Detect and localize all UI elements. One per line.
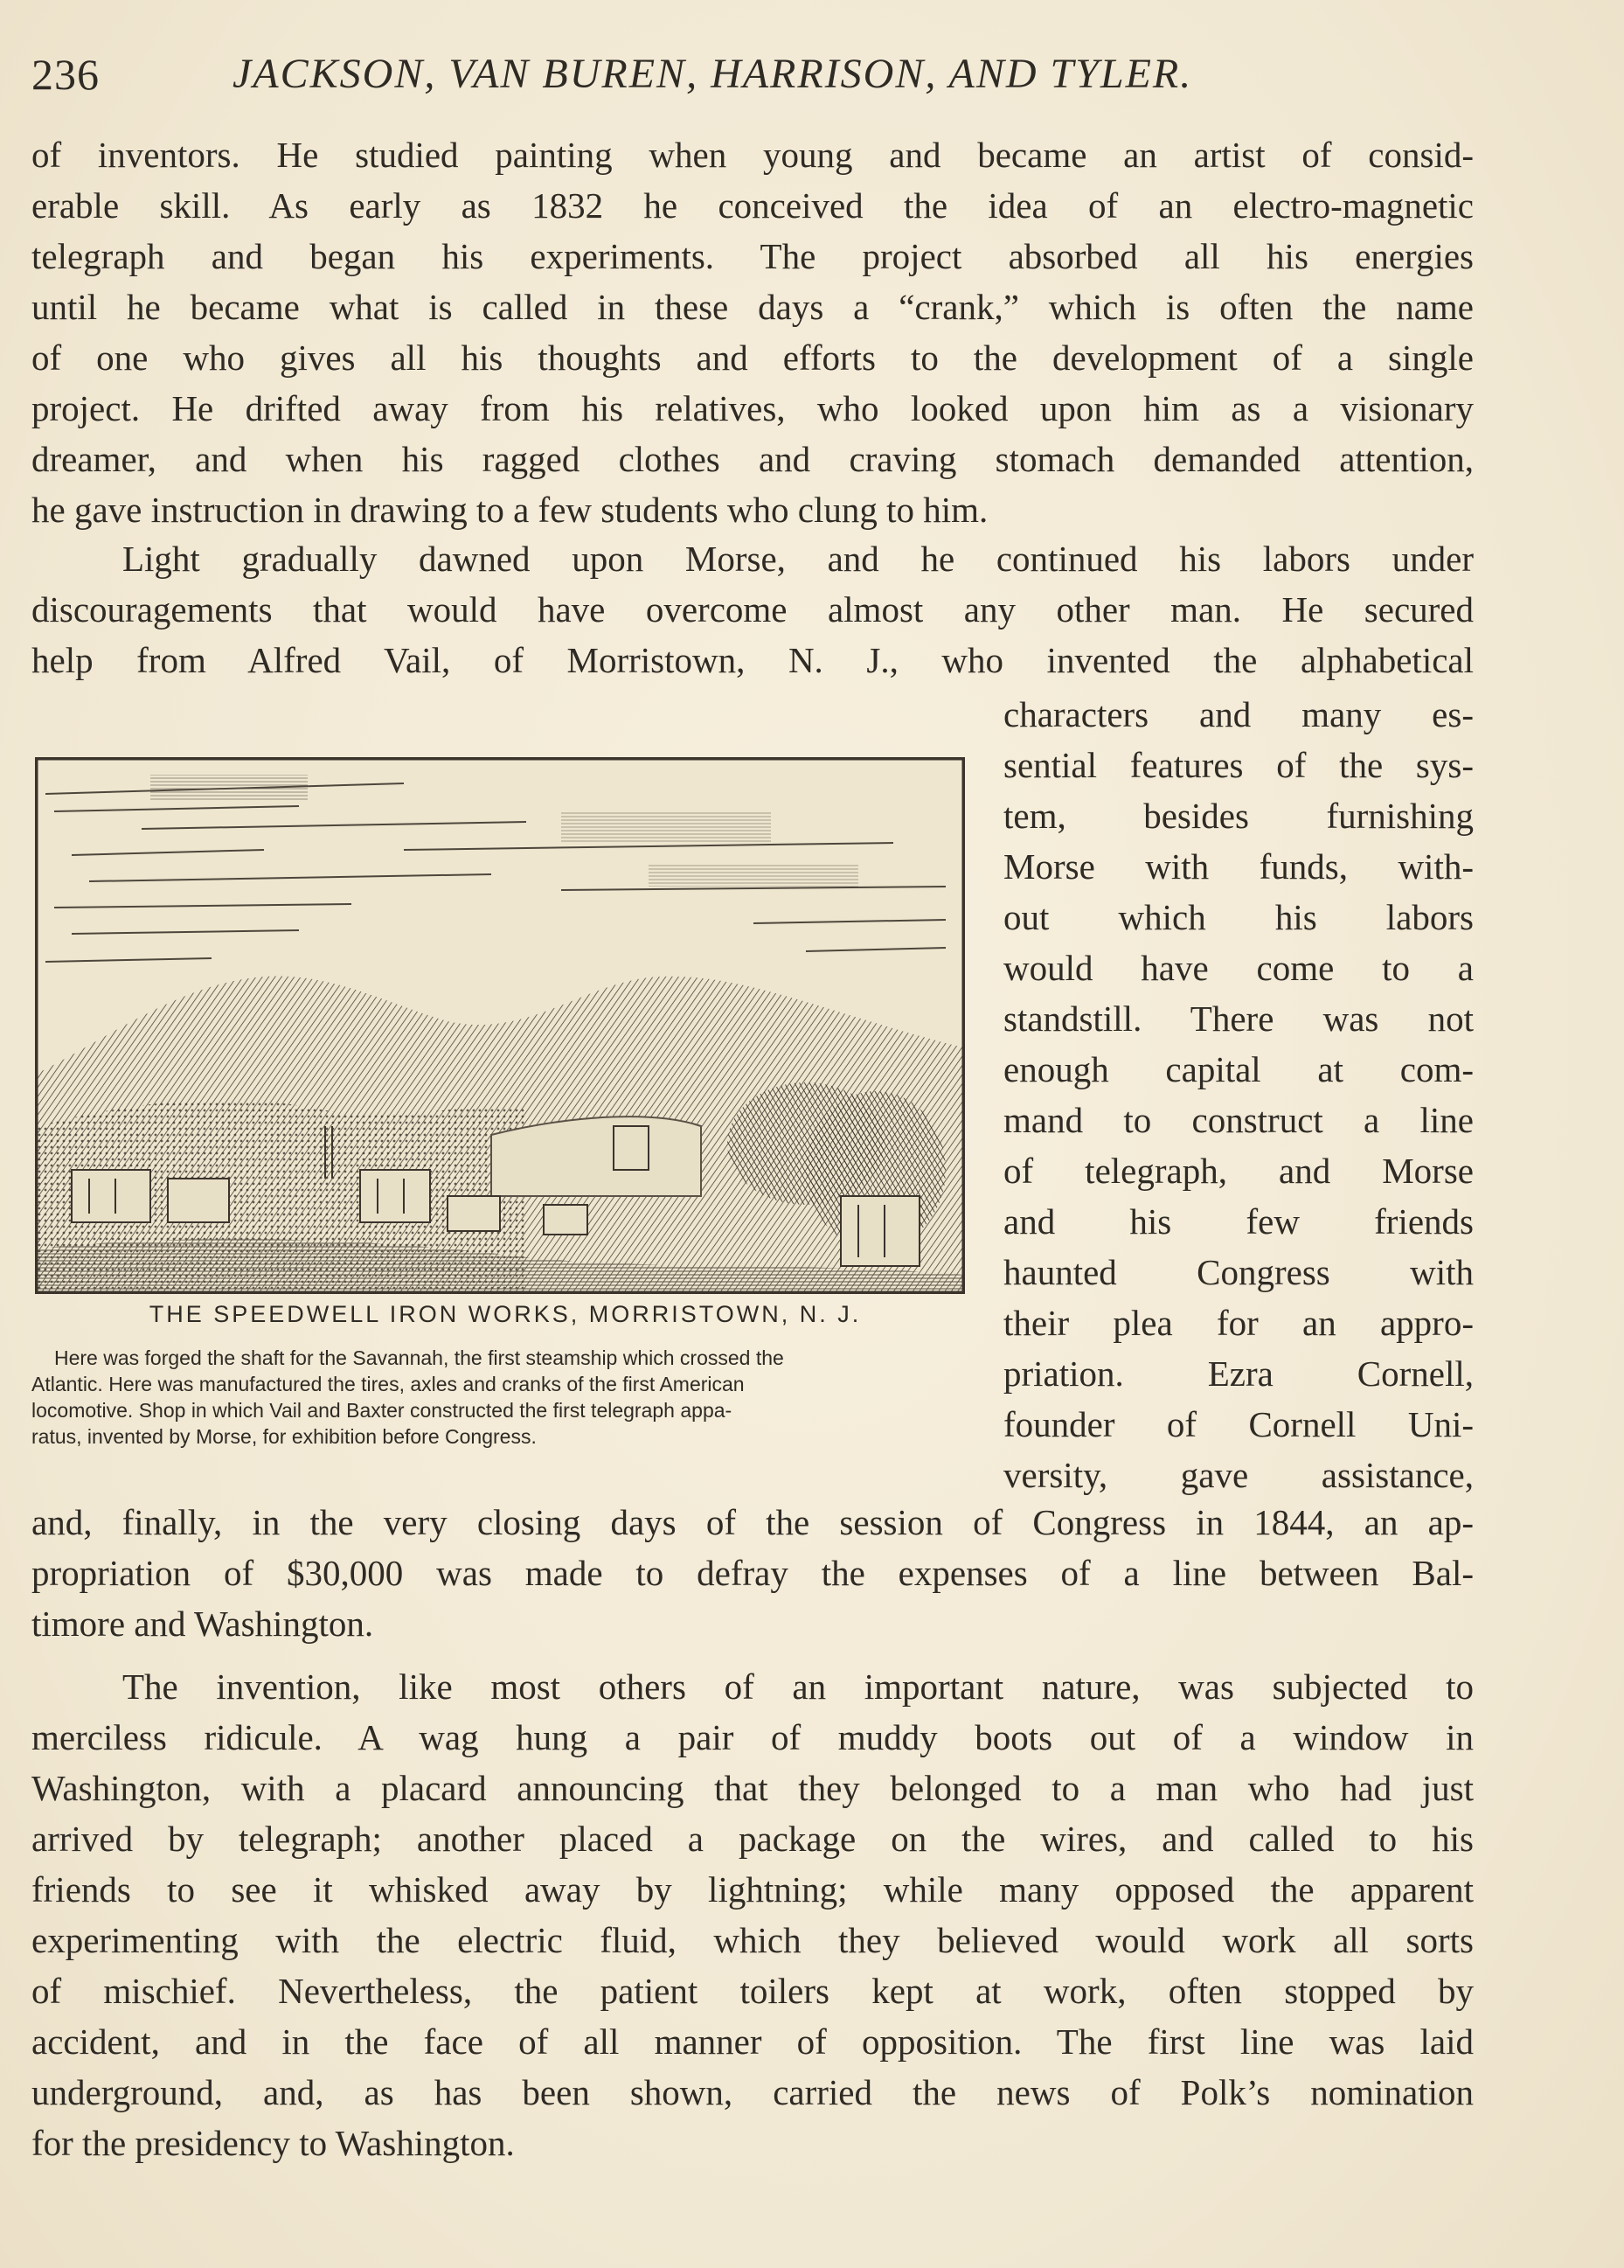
text-line: for the presidency to Washington. xyxy=(31,2123,515,2163)
caption-line: locomotive. Shop in which Vail and Baxter constructed the first telegraph appa- xyxy=(31,1399,732,1422)
text-line: of telegraph, and Morse xyxy=(1003,1151,1474,1191)
paragraph-2-wrap-column xyxy=(1003,689,1474,1500)
text-line: help from Alfred Vail, of Morristown, N. J., who invented the alphabetical xyxy=(31,640,1474,680)
text-line: The invention, like most others of an important nature, was subjected to xyxy=(122,1666,1474,1707)
text-line: would have come to a xyxy=(1003,948,1474,988)
text-line: and his few friends xyxy=(1003,1201,1474,1242)
text-line: priation. Ezra Cornell, xyxy=(1003,1353,1474,1394)
figure-caption-body xyxy=(31,1345,961,1450)
text-line: he gave instruction in drawing to a few students who clung to him. xyxy=(31,490,989,530)
text-line: experimenting with the electric fluid, which they believed would work all sorts xyxy=(31,1920,1474,1960)
text-line: haunted Congress with xyxy=(1003,1252,1474,1292)
caption-line: ratus, invented by Morse, for exhibition before Congress. xyxy=(31,1425,537,1448)
text-line: mand to construct a line xyxy=(1003,1100,1474,1140)
text-line: accident, and in the face of all manner of opposition. The first line was laid xyxy=(31,2021,1474,2062)
text-line: of inventors. He studied painting when young and became an artist of consid- xyxy=(31,135,1474,175)
text-line: out which his labors xyxy=(1003,897,1474,937)
text-line: underground, and, as has been shown, carried the news of Polk’s nomination xyxy=(31,2072,1474,2112)
text-line: erable skill. As early as 1832 he conceived the idea of an electro-magnetic xyxy=(31,185,1474,226)
text-line: and, finally, in the very closing days of the session of Congress in 1844, an ap- xyxy=(31,1502,1474,1542)
text-line: Washington, with a placard announcing that they belonged to a man who had just xyxy=(31,1768,1474,1808)
engraving-image xyxy=(37,759,963,1292)
paragraph-2-continuation xyxy=(31,1497,1474,1649)
illustration-speedwell-iron-works xyxy=(35,757,965,1294)
text-line: discouragements that would have overcome almost any other man. He secured xyxy=(31,589,1474,630)
text-line: versity, gave assistance, xyxy=(1003,1455,1474,1495)
caption-line: Atlantic. Here was manufactured the tires, axles and cranks of the first American xyxy=(31,1373,745,1395)
text-line: Light gradually dawned upon Morse, and he continued his labors under xyxy=(122,539,1474,579)
text-line: friends to see it whisked away by lightning; while many opposed the apparent xyxy=(31,1869,1474,1910)
paragraph-1 xyxy=(31,129,1474,535)
text-line: propriation of $30,000 was made to defray the expenses of a line between Bal- xyxy=(31,1553,1474,1593)
text-line: telegraph and began his experiments. The project absorbed all his energies xyxy=(31,236,1474,276)
figure-caption-title: THE SPEEDWELL IRON WORKS, MORRISTOWN, N. J. xyxy=(149,1301,862,1327)
text-line: enough capital at com- xyxy=(1003,1049,1474,1089)
text-line: standstill. There was not xyxy=(1003,998,1474,1039)
text-line: sential features of the sys- xyxy=(1003,745,1474,785)
text-line: of one who gives all his thoughts and efforts to the development of a single xyxy=(31,337,1474,378)
running-title: JACKSON, VAN BUREN, HARRISON, AND TYLER. xyxy=(232,51,1193,97)
text-line: of mischief. Nevertheless, the patient toilers kept at work, often stopped by xyxy=(31,1971,1474,2011)
caption-line: Here was forged the shaft for the Savannah, the first steamship which crossed the xyxy=(54,1346,784,1369)
paragraph-3 xyxy=(31,1661,1474,2168)
text-line: founder of Cornell Uni- xyxy=(1003,1404,1474,1444)
text-line: merciless ridicule. A wag hung a pair of muddy boots out of a window in xyxy=(31,1717,1474,1757)
text-line: characters and many es- xyxy=(1003,694,1474,734)
text-line: their plea for an appro- xyxy=(1003,1303,1474,1343)
text-line: timore and Washington. xyxy=(31,1604,374,1644)
paragraph-2 xyxy=(31,533,1474,685)
page-number: 236 xyxy=(31,50,100,99)
page-header xyxy=(31,44,1474,105)
text-line: dreamer, and when his ragged clothes and craving stomach demanded attention, xyxy=(31,439,1474,479)
text-line: tem, besides furnishing xyxy=(1003,796,1474,836)
text-line: until he became what is called in these days a “crank,” which is often the name xyxy=(31,287,1474,327)
text-line: project. He drifted away from his relatives, who looked upon him as a visionary xyxy=(31,388,1474,428)
text-line: Morse with funds, with- xyxy=(1003,846,1474,887)
text-line: arrived by telegraph; another placed a package on the wires, and called to his xyxy=(31,1819,1474,1859)
